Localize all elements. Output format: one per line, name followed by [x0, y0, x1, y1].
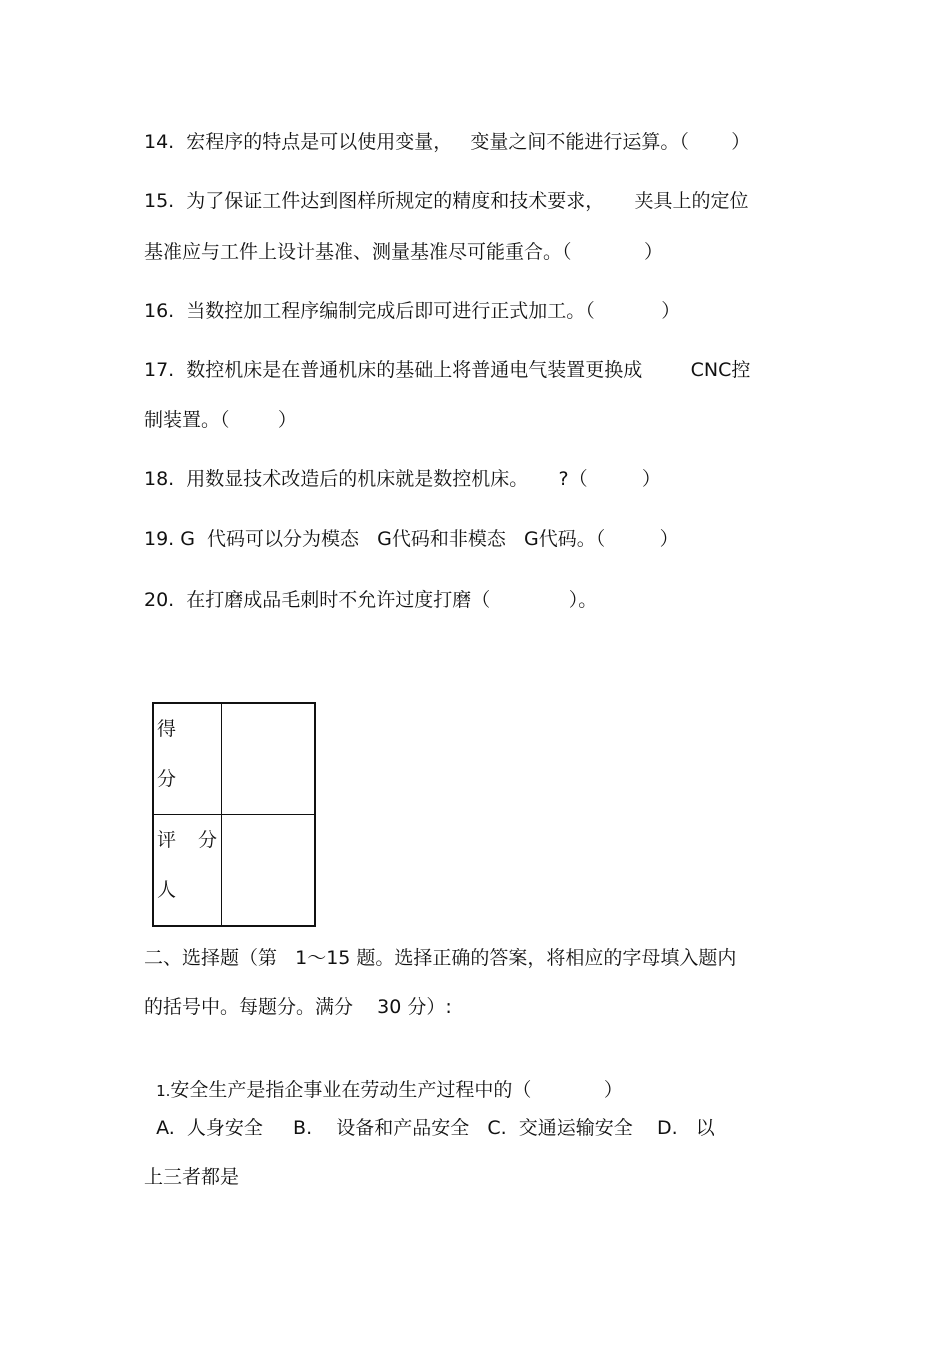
grader-label-char-2: 分 [197, 829, 217, 851]
tf-question-18: 18. 用数显技术改造后的机床就是数控机床。 ?（ ） [144, 468, 661, 490]
grader-value-cell[interactable] [222, 815, 316, 927]
tf-question-16: 16. 当数控加工程序编制完成后即可进行正式加工。（ ） [144, 300, 681, 322]
score-label-char-2: 分 [157, 768, 177, 790]
score-table [152, 702, 316, 927]
mc-question-1 [144, 1054, 623, 1103]
grader-label-char-1: 评 [157, 829, 177, 851]
mc-question-1-text: 安全生产是指企事业在劳动生产过程中的（ ） [170, 1079, 623, 1101]
tf-question-14: 14. 宏程序的特点是可以使用变量， 变量之间不能进行运算。（ ） [144, 131, 751, 153]
mc-question-1-number: 1. [156, 1082, 171, 1100]
section2-heading-line1: 二、选择题（第 1～15 题。选择正确的答案，将相应的字母填入题内 [144, 947, 737, 969]
score-label-char-1: 得 [157, 718, 177, 740]
grader-label-cell [153, 815, 222, 927]
mc-question-1-options-line1: A. 人身安全 B. 设备和产品安全 C. 交通运输安全 D. 以 [144, 1117, 715, 1139]
grader-label-char-3: 人 [157, 879, 177, 901]
tf-question-19: 19. G 代码可以分为模态 G代码和非模态 G代码。（ ） [144, 528, 679, 550]
section2-heading-line2: 的括号中。每题分。满分 30 分）: [144, 996, 452, 1018]
mc-question-1-options-line2: 上三者都是 [144, 1166, 240, 1188]
score-value-cell[interactable] [222, 703, 316, 815]
tf-question-15-line2: 基准应与工件上设计基准、测量基准尽可能重合。（ ） [144, 241, 663, 263]
score-label-cell [153, 703, 222, 815]
tf-question-17-line2: 制装置。（ ） [144, 409, 297, 431]
tf-question-20: 20. 在打磨成品毛刺时不允许过度打磨（ ）。 [144, 589, 598, 611]
tf-question-17-line1: 17. 数控机床是在普通机床的基础上将普通电气装置更换成 CNC控 [144, 359, 751, 381]
tf-question-15-line1: 15. 为了保证工件达到图样所规定的精度和技术要求， 夹具上的定位 [144, 190, 749, 212]
